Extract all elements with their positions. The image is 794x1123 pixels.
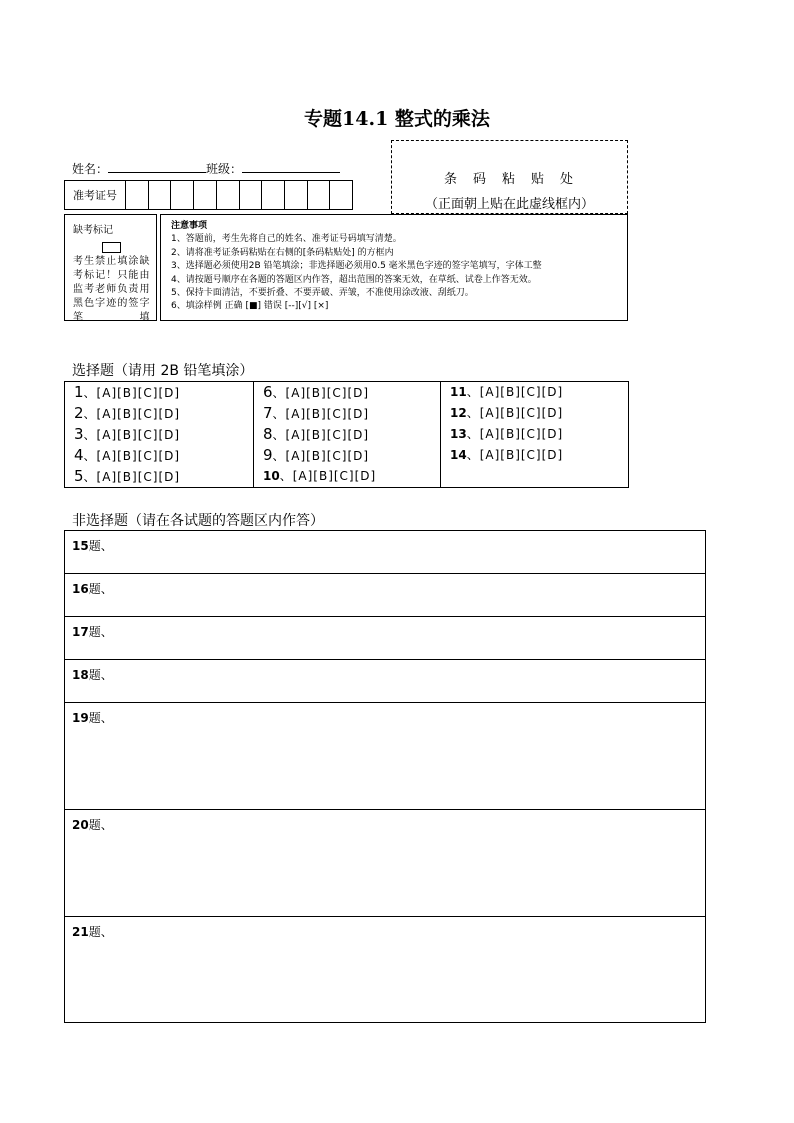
notice-item: 6、填涂样例 正确 [■] 错误 [--][√] [×] xyxy=(171,301,329,312)
student-info-row xyxy=(72,160,340,177)
absent-mark-title: 缺考标记 xyxy=(73,225,113,236)
answer-box-15[interactable]: 15题、 xyxy=(65,531,705,574)
notice-title: 注意事项 xyxy=(171,221,208,231)
mc-question[interactable]: 8、[A][B][C][D] xyxy=(263,425,370,443)
name-label: 姓名： xyxy=(72,162,109,176)
exam-id-cell[interactable] xyxy=(126,181,149,209)
exam-id-cell[interactable] xyxy=(240,181,263,209)
absent-mark-box xyxy=(64,214,157,321)
answer-box-18[interactable]: 18题、 xyxy=(65,660,705,703)
mc-question[interactable]: 13、[A][B][C][D] xyxy=(450,427,564,441)
exam-id-cell[interactable] xyxy=(217,181,240,209)
class-field[interactable] xyxy=(242,160,340,173)
answer-box-21[interactable]: 21题、 xyxy=(72,925,113,939)
answer-box-19[interactable]: 19题、 xyxy=(65,703,705,810)
notice-item: 4、请按题号顺序在各题的答题区内作答，超出范围的答案无效，在草纸、试卷上作答无效。 xyxy=(171,274,537,285)
notice-box xyxy=(160,214,628,321)
absent-mark-text: 考生禁止填涂缺考标记！只能由监考老师负责用黑色字迹的签字笔填 xyxy=(73,256,150,323)
mc-question[interactable]: 7、[A][B][C][D] xyxy=(263,404,370,422)
mc-question[interactable]: 2、[A][B][C][D] xyxy=(74,404,181,422)
mc-question[interactable]: 4、[A][B][C][D] xyxy=(74,446,181,464)
exam-id-cell[interactable] xyxy=(149,181,172,209)
exam-id-cell[interactable] xyxy=(194,181,217,209)
multiple-choice-table xyxy=(64,381,629,488)
notice-item: 3、选择题必须使用2B 铅笔填涂；非选择题必须用0.5 毫米黑色字迹的签字笔填写，字体工整 xyxy=(171,261,542,272)
mc-question[interactable]: 5、[A][B][C][D] xyxy=(74,467,181,485)
mc-question[interactable]: 14、[A][B][C][D] xyxy=(450,448,564,462)
page-title: 专题14.1 整式的乘法 xyxy=(304,108,490,130)
mc-question[interactable]: 6、[A][B][C][D] xyxy=(263,383,370,401)
mc-question[interactable]: 3、[A][B][C][D] xyxy=(74,425,181,443)
mc-question[interactable]: 9、[A][B][C][D] xyxy=(263,446,370,464)
notice-item: 1、答题前，考生先将自己的姓名、准考证号码填写清楚。 xyxy=(171,234,402,245)
name-field[interactable] xyxy=(108,160,206,173)
absent-mark-checkbox[interactable] xyxy=(102,242,121,253)
exam-id-label: 准考证号 xyxy=(65,181,126,209)
barcode-instruction: （正面朝上贴在此虚线框内） xyxy=(424,197,594,212)
barcode-area xyxy=(391,140,628,214)
mc-question[interactable]: 1、[A][B][C][D] xyxy=(74,383,181,401)
notice-item: 5、保持卡面清洁，不要折叠、不要弄破、弄皱，不准使用涂改液、刮纸刀。 xyxy=(171,288,474,299)
answer-box-16[interactable]: 16题、 xyxy=(65,574,705,617)
barcode-label: 条码粘贴处 xyxy=(443,172,589,187)
mc-column-1 xyxy=(65,382,253,487)
class-label: 班级： xyxy=(206,162,243,176)
mc-question[interactable]: 11、[A][B][C][D] xyxy=(450,385,564,399)
exam-id-box xyxy=(64,180,353,210)
mc-question[interactable]: 10、[A][B][C][D] xyxy=(263,469,377,483)
answer-box-17[interactable]: 17题、 xyxy=(65,617,705,660)
mc-column-2 xyxy=(253,382,441,487)
exam-id-cell[interactable] xyxy=(285,181,308,209)
answer-area xyxy=(64,530,706,1023)
notice-item: 2、请将准考证条码粘贴在右侧的[条码粘贴处] 的方框内 xyxy=(171,247,394,258)
mc-question[interactable]: 12、[A][B][C][D] xyxy=(450,406,564,420)
exam-id-cell[interactable] xyxy=(308,181,331,209)
exam-id-cell[interactable] xyxy=(330,181,352,209)
exam-id-cell[interactable] xyxy=(262,181,285,209)
non-choice-title: 非选择题（请在各试题的答题区内作答） xyxy=(72,513,324,529)
mc-column-3 xyxy=(440,382,629,487)
exam-id-cell[interactable] xyxy=(171,181,194,209)
multiple-choice-title: 选择题（请用 2B 铅笔填涂） xyxy=(72,363,254,379)
answer-box-20[interactable]: 20题、 xyxy=(65,810,705,917)
